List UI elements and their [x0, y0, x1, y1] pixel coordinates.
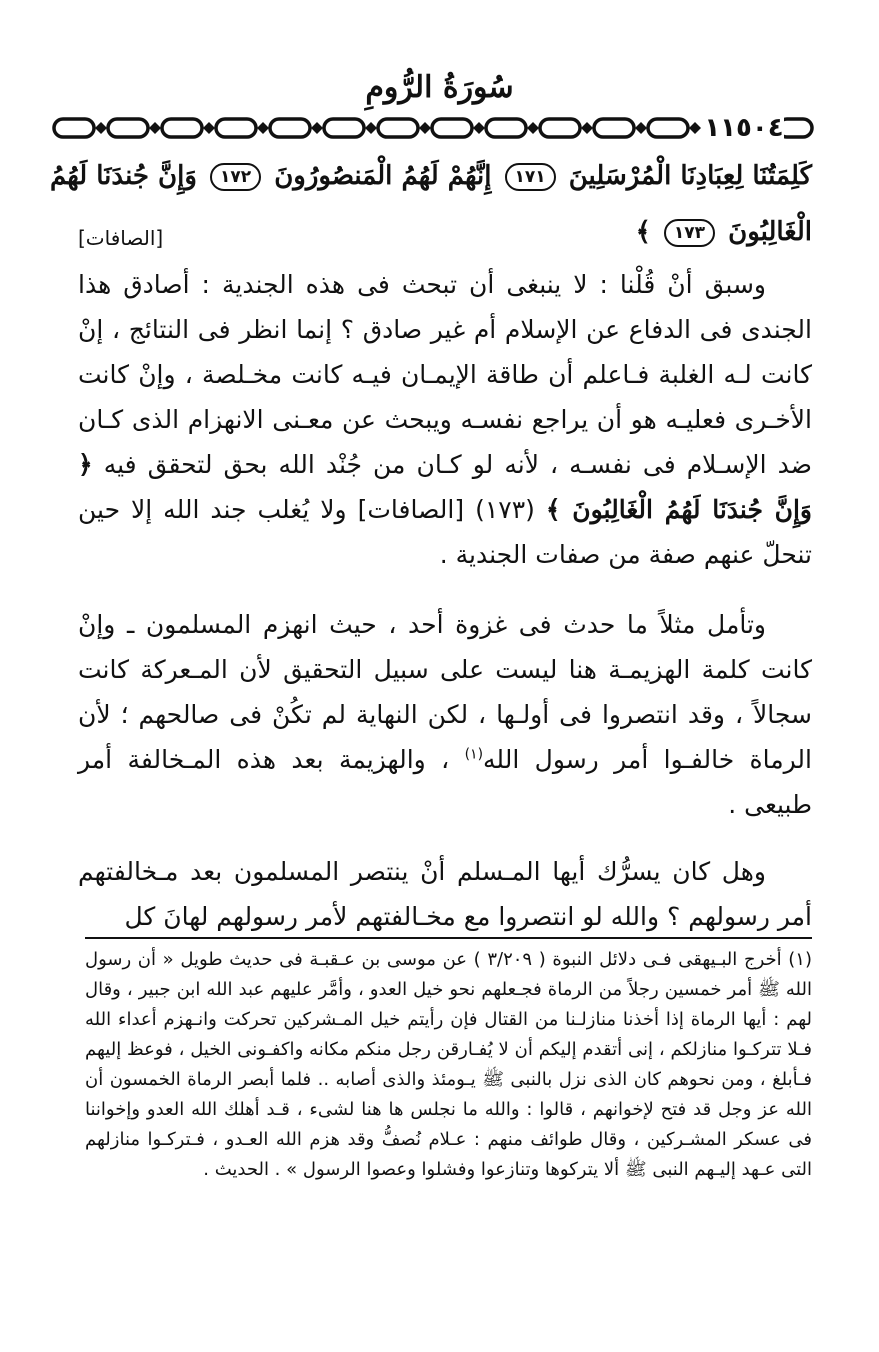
- paragraph-2: [78, 602, 812, 827]
- paragraph-text: ، والهزيمة بعد هذه المـخالفة أمر طبيعى .: [78, 745, 812, 819]
- paragraph-text: ولا يُغلب جند الله إلا حين تنحلّ عنهم صفة من صفات الجندية .: [78, 495, 812, 569]
- footnote-text: (١) أخرج البـيهقى فـى دلائل النبوة ( ٣/٢٠٩ ) عن موسى بن عـقبـة فى حديث طويل « أن رسول الله ﷺ أمر خمسين رجلاً من الرماة فجـعلهم نحو خيل العدو ، وأمَّر عليهم عبد الله ابن جبير ، وقال لهم : أيها الرماة إذا أخذنا منازلـنا من القتال فإن رأيتم خيل المـشركين تحركت وانـهزم أعداء الله فـلا تتركـوا منازلكم ، إنى أتقدم إليكم أن لا يُفـارقن رجل منكم مكانه واكفـونى الخيل ، فوعظ إليهم فـأبلغ ، ومن نحوهم كان الذى نزل بالنبى ﷺ يـومئذ والذى أصابه .. فلما أبصر الرماة الخمسون أن الله عز وجل قد فتح لإخوانهم ، قالوا : والله ما نجلس ها هنا لشىء ، قـد أهلك الله العدو وإخواننا فى عسكر المشـركين ، وقال طوائف منهم : عـلام نُصفُّ وقد هزم الله العـدو ، فـتركـوا منازلهم التى عـهد إليـهم النبى ﷺ ألا يتركوها وتنازعوا وفشلوا وعصوا الرسول » . الحديث .: [85, 949, 812, 1180]
- surah-title: سُورَةُ الرُّومِ: [365, 70, 514, 105]
- surah-reference: [الصافات]: [78, 226, 164, 250]
- paragraph-1: [78, 262, 812, 577]
- ayah-number: ١٧٣: [664, 219, 715, 247]
- verse-line-2: [78, 204, 812, 260]
- footnote-divider: [85, 937, 812, 939]
- verse-text: كَلِمَتُنَا لِعِبَادِنَا الْمُرْسَلِينَ: [568, 161, 812, 191]
- paragraph-3: وهل كان يسرُّك أيها المـسلم أنْ ينتصر المسلمون بعد مـخالفتهم أمر رسولهم ؟ والله لو انتصروا مع مخـالفتهم لأمر رسولهم لهانَ كل: [78, 857, 812, 931]
- header-ornament-band: [52, 112, 816, 144]
- chain-ornament-icon: [52, 112, 816, 144]
- ayah-number: ١٧١: [505, 163, 556, 191]
- verse-close-bracket: ﴾: [635, 217, 651, 247]
- verse-line-1: [50, 148, 812, 204]
- quran-verse-block: [50, 148, 812, 260]
- verse-text: وَإِنَّ جُندَنَا لَهُمُ: [50, 161, 197, 191]
- verse-text: إِنَّهُمْ لَهُمُ الْمَنصُورُونَ: [274, 161, 492, 191]
- verse-text: الْغَالِبُونَ: [728, 217, 812, 247]
- inline-verse: ﴿ وَإِنَّ جُندَنَا لَهُمُ الْغَالِبُونَ ﴾: [78, 450, 813, 524]
- paragraph-text: وسبق أنْ قُلْنا : لا ينبغى أن تبحث فى هذه الجندية : أصادق هذا الجندى فى الدفاع عن الإسلام أم غير صادق ؟ إنما انظر فى النتائج ، إنْ كانت لـه الغلبة فـاعلم أن طاقة الإيمـان فيـه كانت مخـلصة ، وإنْ كانت الأخـرى فعليـه هو أن يراجع نفسـه ويبحث عن معـنى الانهزام الذى كـان ضد الإسـلام فى نفسـه ، لأنه لو كـان من جُنْد الله بحق لتحقق فيه: [78, 270, 812, 479]
- paragraph-text: وتأمل مثلاً ما حدث فى غزوة أحد ، حيث انهزم المسلمون ـ وإنْ كانت كلمة الهزيمـة هنا ليست على سبيل التحقيق لأن المـعركة كانت سجالاً ، وقد انتصروا فى أولـها ، لكن النهاية لم تكُنْ فى صالحهم ؛ لأن الرماة خالفـوا أمر رسول الله: [78, 610, 812, 774]
- inline-surah-reference: [الصافات]: [357, 495, 465, 524]
- page-number: ١١٥٠٤: [704, 113, 784, 143]
- inline-ayah-number: (١٧٣): [475, 495, 535, 524]
- footnote: [85, 945, 812, 1185]
- main-body-text: [78, 262, 812, 939]
- footnote-marker: (١): [464, 746, 484, 763]
- ayah-number: ١٧٢: [210, 163, 261, 191]
